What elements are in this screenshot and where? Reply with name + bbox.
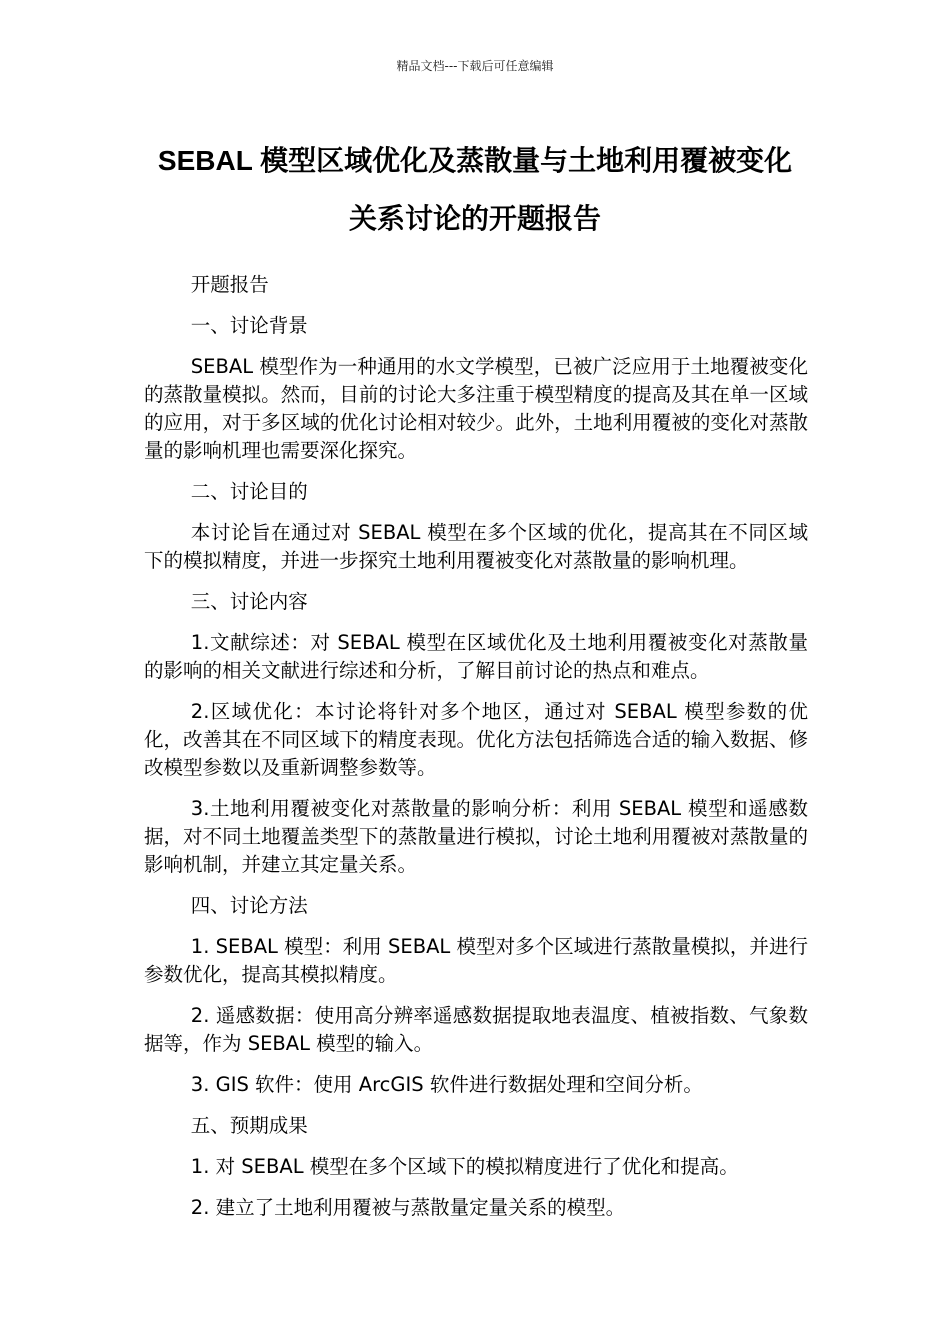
paragraph-content-3: 3.土地利用覆被变化对蒸散量的影响分析：利用 SEBAL 模型和遥感数据，对不同土地覆盖类型下的蒸散量进行模拟，讨论土地利用覆被对蒸散量的影响机制，并建立其定量关系。	[144, 797, 808, 876]
paragraph-method-3: 3. GIS 软件：使用 ArcGIS 软件进行数据处理和空间分析。	[190, 1073, 703, 1096]
paragraph-result-1: 1. 对 SEBAL 模型在多个区域下的模拟精度进行了优化和提高。	[190, 1155, 739, 1178]
paragraph-background: SEBAL 模型作为一种通用的水文学模型，已被广泛应用于土地覆被变化的蒸散量模拟。然而，目前的讨论大多注重于模型精度的提高及其在单一区域的应用，对于多区域的优化讨论相对较少。此外，土地利用覆被的变化对蒸散量的影响机理也需要深化探究。	[144, 355, 808, 462]
section-heading-results: 五、预期成果	[190, 1114, 308, 1137]
document-body	[144, 271, 808, 1235]
paragraph-method-1: 1. SEBAL 模型：利用 SEBAL 模型对多个区域进行蒸散量模拟，并进行参数优化，提高其模拟精度。	[144, 935, 808, 986]
page-header: 精品文档---下载后可任意编辑	[396, 59, 554, 73]
paragraph-purpose: 本讨论旨在通过对 SEBAL 模型在多个区域的优化，提高其在不同区域下的模拟精度，并进一步探究土地利用覆被变化对蒸散量的影响机理。	[144, 521, 808, 572]
section-heading-method: 四、讨论方法	[190, 894, 308, 917]
report-label: 开题报告	[190, 273, 269, 296]
paragraph-method-2: 2. 遥感数据：使用高分辨率遥感数据提取地表温度、植被指数、气象数据等，作为 SEBAL 模型的输入。	[144, 1004, 808, 1055]
document-title	[120, 132, 830, 248]
paragraph-content-1: 1.文献综述：对 SEBAL 模型在区域优化及土地利用覆被变化对蒸散量的影响的相关文献进行综述和分析，了解目前讨论的热点和难点。	[144, 631, 808, 682]
paragraph-content-2: 2.区域优化：本讨论将针对多个地区，通过对 SEBAL 模型参数的优化，改善其在不同区域下的精度表现。优化方法包括筛选合适的输入数据、修改模型参数以及重新调整参数等。	[144, 700, 808, 779]
section-heading-purpose: 二、讨论目的	[190, 480, 308, 503]
title-line-1: SEBAL 模型区域优化及蒸散量与土地利用覆被变化	[157, 145, 793, 176]
title-line-2: 关系讨论的开题报告	[348, 203, 601, 234]
paragraph-result-2: 2. 建立了土地利用覆被与蒸散量定量关系的模型。	[190, 1196, 626, 1219]
section-heading-content: 三、讨论内容	[190, 590, 308, 613]
section-heading-background: 一、讨论背景	[190, 314, 308, 337]
